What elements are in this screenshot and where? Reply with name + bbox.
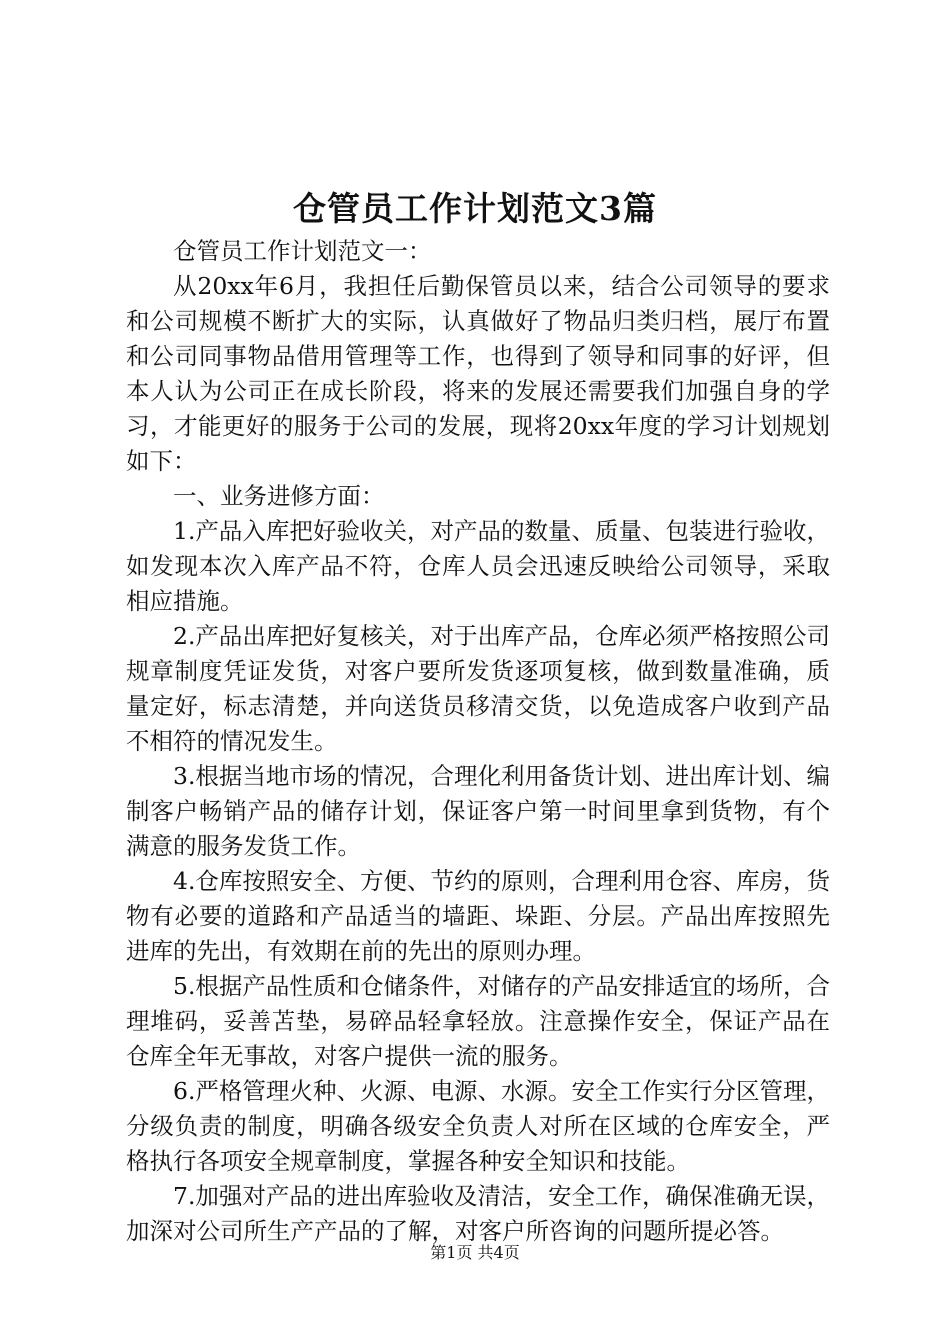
list-item-5: 5.根据产品性质和仓储条件，对储存的产品安排适宜的场所，合理堆码，妥善苫垫，易碎品轻拿轻放。注意操作安全，保证产品在仓库全年无事故，对客户提供一流的服务。 <box>126 972 830 1070</box>
section-heading-business: 一、业务进修方面： <box>173 482 385 510</box>
document-body <box>126 234 830 1249</box>
list-item-1: 1.产品入库把好验收关，对产品的数量、质量、包装进行验收，如发现本次入库产品不符，仓库人员会迅速反映给公司领导，采取相应措施。 <box>126 517 830 615</box>
list-item-7: 7.加强对产品的进出库验收及清洁，安全工作，确保准确无误，加深对公司所生产产品的了解，对客户所咨询的问题所提必答。 <box>126 1182 830 1245</box>
list-item-6: 6.严格管理火种、火源、电源、水源。安全工作实行分区管理，分级负责的制度，明确各级安全负责人对所在区域的仓库安全，严格执行各项安全规章制度，掌握各种安全知识和技能。 <box>126 1077 830 1175</box>
list-item-2: 2.产品出库把好复核关，对于出库产品，仓库必须严格按照公司规章制度凭证发货，对客户要所发货逐项复核，做到数量准确，质量定好，标志清楚，并向送货员移清交货，以免造成客户收到产品不相符的情况发生。 <box>126 622 830 755</box>
list-item-3: 3.根据当地市场的情况，合理化利用备货计划、进出库计划、编制客户畅销产品的储存计划，保证客户第一时间里拿到货物，有个满意的服务发货工作。 <box>126 762 830 860</box>
section-heading-example-one: 仓管员工作计划范文一： <box>173 237 432 265</box>
intro-paragraph: 从20xx年6月，我担任后勤保管员以来，结合公司领导的要求和公司规模不断扩大的实际，认真做好了物品归类归档，展厅布置和公司同事物品借用管理等工作，也得到了领导和同事的好评，但本人认为公司正在成长阶段，将来的发展还需要我们加强自身的学习，才能更好的服务于公司的发展，现将20xx年度的学习计划规划如下： <box>126 272 830 475</box>
document-title: 仓管员工作计划范文3篇 <box>293 189 657 228</box>
list-item-4: 4.仓库按照安全、方便、节约的原则，合理利用仓容、库房，货物有必要的道路和产品适当的墙距、垛距、分层。产品出库按照先进库的先出，有效期在前的先出的原则办理。 <box>126 867 830 965</box>
page-footer: 第1页 共4页 <box>430 1243 520 1262</box>
